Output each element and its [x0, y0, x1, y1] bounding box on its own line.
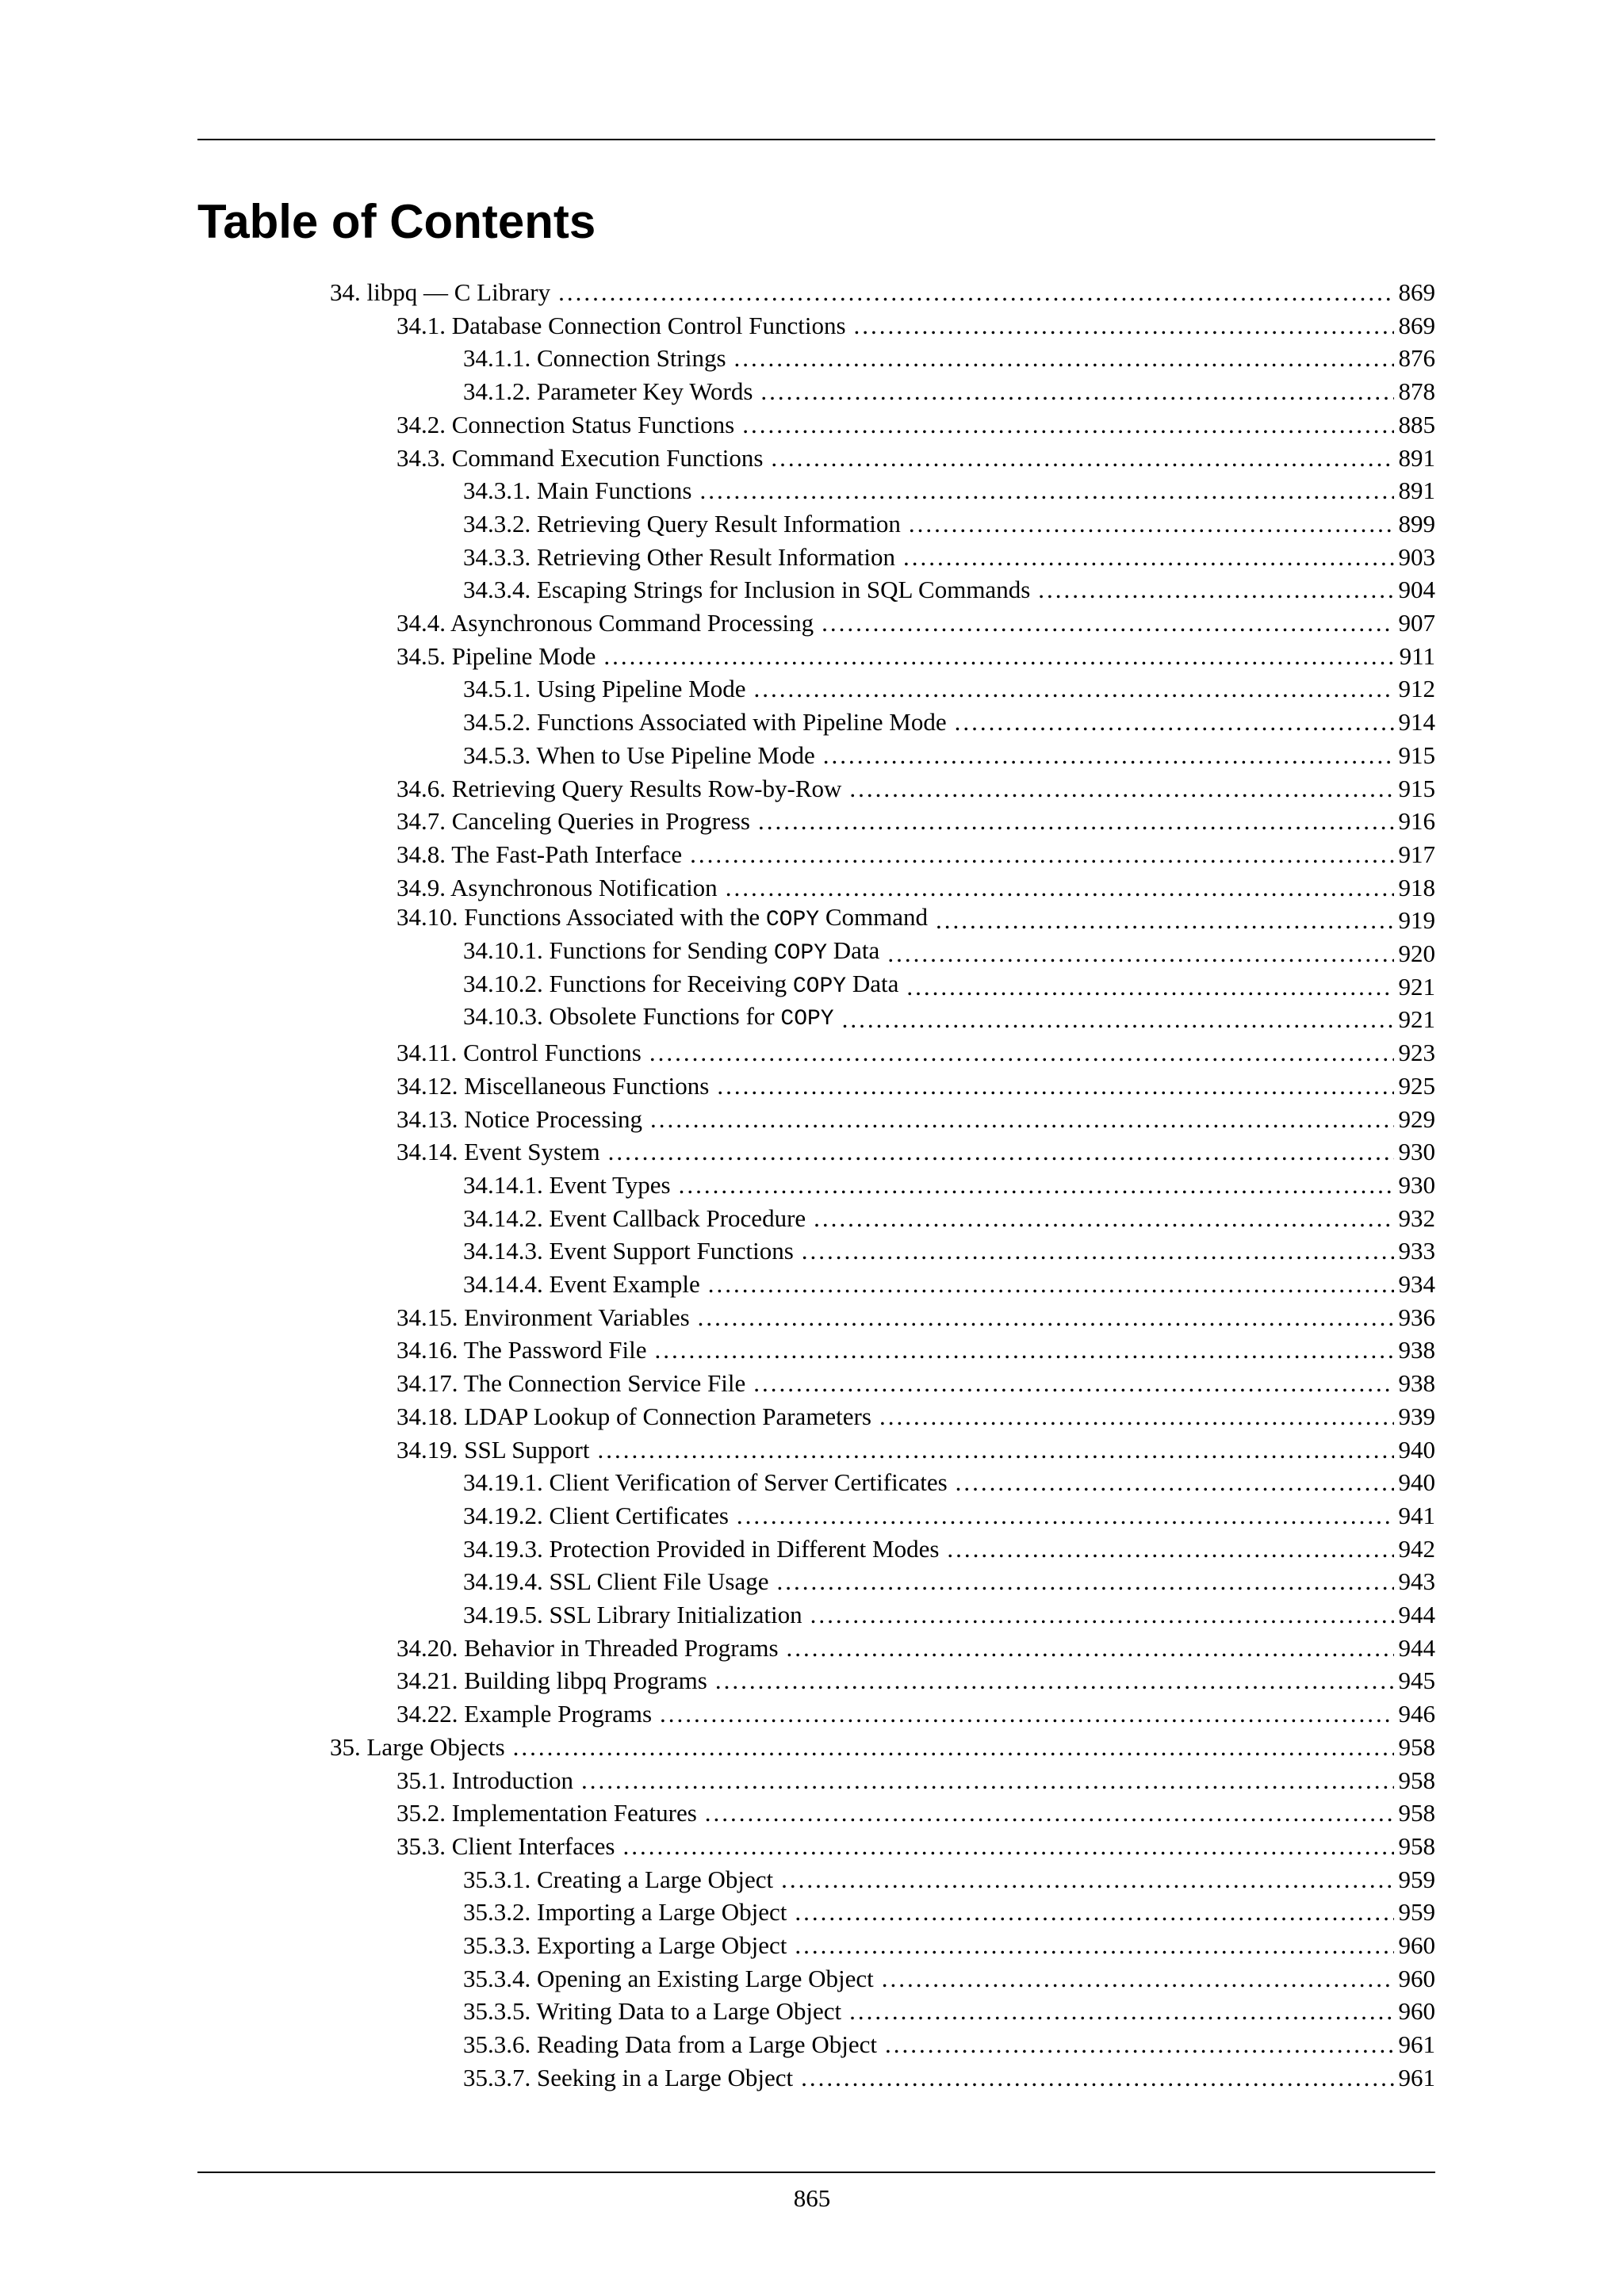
toc-entry-text: 34.14.3. Event Support Functions — [463, 1237, 794, 1265]
toc-entry-title — [396, 1697, 652, 1731]
toc-entry[interactable] — [463, 342, 1435, 375]
toc-entry-page: 912 — [1398, 675, 1435, 703]
toc-entry-title — [463, 967, 898, 1004]
toc-entry-page: 869 — [1398, 278, 1435, 306]
toc-entry-page: 933 — [1398, 1237, 1435, 1265]
toc-entry-page: 923 — [1398, 1039, 1435, 1067]
toc-leader-dots — [709, 1070, 1394, 1103]
toc-leader-dots — [734, 408, 1394, 442]
toc-entry-page: 918 — [1398, 873, 1435, 901]
toc-entry-text: 34.19.3. Protection Provided in Different Modes — [463, 1534, 940, 1563]
toc-entry-text: 34.1.2. Parameter Key Words — [463, 377, 753, 406]
toc-entry[interactable] — [396, 838, 1435, 871]
toc-entry-title — [463, 1896, 787, 1929]
toc-entry[interactable] — [396, 309, 1435, 342]
toc-leader-dots — [787, 1896, 1394, 1929]
toc-entry[interactable] — [463, 937, 1435, 970]
toc-entry[interactable] — [463, 739, 1435, 772]
toc-leader-dots — [691, 474, 1394, 507]
toc-entry-code: COPY — [792, 974, 847, 999]
toc-entry-text: 34.11. Control Functions — [396, 1039, 642, 1067]
toc-entry-text: 34.1.1. Connection Strings — [463, 344, 726, 373]
toc-entry-page: 959 — [1398, 1865, 1435, 1893]
toc-entry-title — [396, 1764, 573, 1797]
toc-entry-title — [396, 1103, 642, 1136]
toc-entry-title — [463, 1234, 794, 1268]
toc-entry[interactable] — [330, 276, 1435, 309]
toc-entry-page: 936 — [1398, 1303, 1435, 1331]
toc-entry-page: 885 — [1398, 410, 1435, 438]
toc-entry-text: 34.10.2. Functions for Receiving — [463, 969, 793, 997]
toc-leader-dots — [690, 1301, 1394, 1334]
toc-entry-text: 34.14.1. Event Types — [463, 1170, 671, 1199]
toc-entry-page: 941 — [1398, 1501, 1435, 1529]
toc-entry-text: 34.10. Functions Associated with the — [396, 903, 766, 932]
toc-entry-page: 934 — [1398, 1270, 1435, 1298]
toc-entry-title — [463, 1499, 729, 1533]
toc-entry-page: 960 — [1398, 1964, 1435, 1992]
toc-entry-page: 920 — [1398, 939, 1435, 967]
toc-entry-page: 929 — [1398, 1104, 1435, 1133]
toc-entry[interactable] — [396, 1632, 1435, 1665]
toc-entry-page: 869 — [1398, 311, 1435, 339]
toc-entry-text: 34.5. Pipeline Mode — [396, 641, 596, 670]
toc-entry-title — [396, 901, 928, 937]
toc-entry-text: 34.19.1. Client Verification of Server Certificates — [463, 1468, 948, 1497]
toc-entry[interactable] — [463, 1896, 1435, 1929]
toc-entry-page: 876 — [1398, 344, 1435, 373]
toc-entry-text: 34.2. Connection Status Functions — [396, 410, 735, 438]
toc-leader-dots — [505, 1731, 1394, 1764]
toc-entry-text: 34.3.4. Escaping Strings for Inclusion in SQL Commands — [463, 576, 1031, 604]
toc-entry[interactable] — [463, 1466, 1435, 1499]
toc-entry-title — [396, 805, 750, 838]
toc-leader-dots — [642, 1103, 1394, 1136]
toc-entry-title — [463, 1533, 939, 1566]
toc-entry[interactable] — [396, 1367, 1435, 1400]
toc-leader-dots — [871, 1400, 1394, 1433]
toc-entry-code: COPY — [765, 908, 820, 933]
toc-entry[interactable] — [463, 970, 1435, 1004]
toc-entry[interactable] — [463, 541, 1435, 574]
toc-leader-dots — [841, 1995, 1394, 2028]
toc-entry-text: 35.3.4. Opening an Existing Large Object — [463, 1964, 874, 1992]
toc-entry-code: COPY — [780, 1007, 834, 1032]
toc-entry-page: 916 — [1398, 807, 1435, 836]
toc-entry[interactable] — [463, 1598, 1435, 1632]
toc-entry-title — [463, 474, 691, 507]
toc-entry-title — [396, 1433, 589, 1467]
toc-entry[interactable] — [396, 1334, 1435, 1367]
toc-entry-text: 34.5.3. When to Use Pipeline Mode — [463, 740, 815, 769]
toc-leader-dots — [874, 1962, 1394, 1996]
toc-leader-dots — [947, 706, 1394, 739]
toc-entry-text: 34.4. Asynchronous Command Processing — [396, 609, 814, 637]
toc-entry-text: 34.14.4. Event Example — [463, 1270, 700, 1298]
toc-entry-title — [463, 1268, 700, 1301]
toc-entry-title — [463, 1929, 787, 1962]
toc-entry-text: 34.10.1. Functions for Sending — [463, 936, 774, 964]
toc-entry-text: 34.5.1. Using Pipeline Mode — [463, 675, 746, 703]
toc-entry-title — [396, 1334, 646, 1367]
toc-leader-dots — [745, 1367, 1394, 1400]
toc-entry-page: 891 — [1398, 443, 1435, 472]
toc-entry-page: 939 — [1398, 1402, 1435, 1430]
toc-entry-text: 34.19.5. SSL Library Initialization — [463, 1601, 802, 1628]
toc-leader-dots — [846, 309, 1394, 342]
toc-entry-page: 917 — [1398, 840, 1435, 868]
toc-entry[interactable] — [463, 573, 1435, 607]
toc-entry-text: 34.9. Asynchronous Notification — [396, 873, 718, 901]
toc-entry[interactable] — [463, 1533, 1435, 1566]
toc-entry-page: 921 — [1398, 1005, 1435, 1034]
toc-entry-title — [396, 607, 814, 640]
toc-entry[interactable] — [396, 1070, 1435, 1103]
toc-entry-text: Data — [827, 936, 880, 964]
toc-entry[interactable] — [463, 474, 1435, 507]
toc-entry-title — [396, 1135, 600, 1169]
toc-entry[interactable] — [396, 1664, 1435, 1697]
toc-entry-title — [463, 706, 947, 739]
toc-entry-title — [463, 1169, 671, 1202]
toc-entry-title — [463, 507, 901, 541]
toc-entry-page: 907 — [1398, 609, 1435, 637]
toc-entry-text: 34.19.4. SSL Client File Usage — [463, 1567, 769, 1596]
toc-entry[interactable] — [396, 1797, 1435, 1830]
toc-entry-title — [330, 276, 550, 309]
toc-leader-dots — [939, 1533, 1394, 1566]
toc-leader-dots — [928, 904, 1394, 937]
toc-entry-page: 946 — [1398, 1700, 1435, 1728]
toc-entry-title — [463, 1565, 769, 1598]
toc-entry-title — [463, 1202, 806, 1235]
toc-entry-page: 903 — [1398, 542, 1435, 571]
toc-entry[interactable] — [463, 1499, 1435, 1533]
toc-entry-page: 944 — [1398, 1601, 1435, 1628]
toc-entry-text: 35. Large Objects — [330, 1732, 505, 1761]
toc-entry-page: 938 — [1398, 1369, 1435, 1398]
toc-entry[interactable] — [463, 1929, 1435, 1962]
toc-entry-text: 34.3.3. Retrieving Other Result Information — [463, 542, 895, 571]
toc-leader-dots — [769, 1565, 1395, 1598]
toc-entry-title — [463, 1962, 874, 1996]
toc-entry-title — [396, 1367, 745, 1400]
toc-entry-title — [396, 1400, 871, 1433]
toc-leader-dots — [697, 1797, 1394, 1830]
toc-leader-dots — [750, 805, 1394, 838]
toc-entry-title — [463, 2028, 877, 2061]
toc-leader-dots — [729, 1499, 1394, 1533]
toc-entry[interactable] — [463, 2028, 1435, 2061]
toc-entry-text: 35.3.5. Writing Data to a Large Object — [463, 1997, 842, 2026]
toc-entry-page: 960 — [1398, 1997, 1435, 2026]
toc-entry-text: 35.3.1. Creating a Large Object — [463, 1865, 774, 1893]
toc-leader-dots — [589, 1433, 1394, 1467]
toc-entry[interactable] — [463, 1863, 1435, 1896]
toc-entry[interactable] — [463, 1962, 1435, 1996]
toc-entry-title — [463, 541, 895, 574]
toc-entry-title — [396, 640, 596, 673]
toc-leader-dots — [642, 1036, 1394, 1070]
toc-entry-text: 34.22. Example Programs — [396, 1700, 653, 1728]
toc-entry-text: 34.20. Behavior in Threaded Programs — [396, 1633, 779, 1662]
toc-entry-text: 34.8. The Fast-Path Interface — [396, 840, 683, 868]
toc-entry-page: 940 — [1398, 1435, 1435, 1464]
toc-entry-page: 958 — [1398, 1831, 1435, 1860]
toc-entry-title — [396, 1070, 709, 1103]
toc-leader-dots — [948, 1466, 1394, 1499]
page-number: 865 — [793, 2184, 831, 2212]
toc-entry-text: 34.6. Retrieving Query Results Row-by-Row — [396, 774, 842, 802]
toc-entry-page: 930 — [1398, 1138, 1435, 1166]
toc-leader-dots — [841, 772, 1394, 806]
toc-leader-dots — [746, 672, 1395, 706]
toc-entry-page: 878 — [1398, 377, 1435, 406]
toc-leader-dots — [550, 276, 1394, 309]
toc-entry-page: 961 — [1398, 2063, 1435, 2091]
toc-entry-text: 34.18. LDAP Lookup of Connection Parameters — [396, 1402, 871, 1430]
page-title: Table of Contents — [197, 195, 596, 248]
toc-leader-dots — [753, 375, 1394, 408]
toc-entry-text: 34.17. The Connection Service File — [396, 1369, 746, 1398]
toc-leader-dots — [773, 1863, 1394, 1896]
toc-leader-dots — [615, 1830, 1394, 1863]
toc-entry[interactable] — [463, 706, 1435, 739]
toc-entry[interactable] — [463, 1202, 1435, 1235]
toc-entry-page: 960 — [1398, 1931, 1435, 1959]
toc-entry-text: 35.3.7. Seeking in a Large Object — [463, 2063, 794, 2091]
toc-entry[interactable] — [396, 1400, 1435, 1433]
toc-entry-text: 34.12. Miscellaneous Functions — [396, 1071, 710, 1100]
toc-leader-dots — [814, 607, 1394, 640]
toc-leader-dots — [1030, 573, 1394, 607]
toc-entry-title — [463, 1995, 841, 2028]
toc-entry-title — [463, 739, 815, 772]
toc-entry-title — [396, 442, 763, 475]
toc-entry[interactable] — [396, 1135, 1435, 1169]
toc-entry-page: 915 — [1398, 740, 1435, 769]
toc-entry-title — [463, 1466, 948, 1499]
toc-entry-title — [463, 1000, 834, 1036]
toc-entry-text: 35.3.3. Exporting a Large Object — [463, 1931, 787, 1959]
toc-entry-text: Data — [846, 969, 899, 997]
toc-entry-page: 943 — [1398, 1567, 1435, 1596]
toc-entry-text: 34.7. Canceling Queries in Progress — [396, 807, 750, 836]
toc-entry-title — [396, 772, 841, 806]
toc-entry-page: 915 — [1398, 774, 1435, 802]
toc-entry[interactable] — [463, 1003, 1435, 1036]
toc-entry[interactable] — [396, 871, 1435, 905]
toc-leader-dots — [898, 970, 1394, 1004]
toc-entry[interactable] — [396, 408, 1435, 442]
toc-leader-dots — [763, 442, 1394, 475]
toc-entry[interactable] — [396, 1830, 1435, 1863]
toc-entry-text: 34.3.1. Main Functions — [463, 476, 692, 505]
toc-entry[interactable] — [396, 1697, 1435, 1731]
toc-entry-title — [330, 1731, 505, 1764]
toc-entry-page: 942 — [1398, 1534, 1435, 1563]
toc-entry-page: 938 — [1398, 1336, 1435, 1364]
toc-leader-dots — [707, 1664, 1394, 1697]
toc-entry[interactable] — [396, 1764, 1435, 1797]
toc-entry-title — [396, 408, 734, 442]
toc-entry-page: 921 — [1398, 972, 1435, 1001]
toc-entry[interactable] — [463, 1234, 1435, 1268]
toc-entry[interactable] — [463, 2061, 1435, 2095]
toc-leader-dots — [895, 541, 1394, 574]
toc-entry[interactable] — [463, 1169, 1435, 1202]
toc-leader-dots — [901, 507, 1394, 541]
toc-entry[interactable] — [463, 1268, 1435, 1301]
toc-entry[interactable] — [396, 1433, 1435, 1467]
toc-entry-page: 940 — [1398, 1468, 1435, 1497]
toc-entry[interactable] — [463, 375, 1435, 408]
toc-entry[interactable] — [396, 805, 1435, 838]
toc-entry-page: 925 — [1398, 1071, 1435, 1100]
toc-entry-title — [463, 2061, 793, 2095]
toc-entry-title — [396, 838, 682, 871]
toc-entry-text: 34.16. The Password File — [396, 1336, 647, 1364]
toc-entry[interactable] — [396, 772, 1435, 806]
toc-entry-title — [396, 1797, 697, 1830]
toc-leader-dots — [834, 1003, 1394, 1036]
toc-entry-title — [396, 309, 846, 342]
toc-entry[interactable] — [396, 640, 1435, 673]
toc-leader-dots — [646, 1334, 1394, 1367]
toc-entry-page: 958 — [1398, 1766, 1435, 1794]
toc-leader-dots — [600, 1135, 1394, 1169]
toc-entry-page: 932 — [1398, 1203, 1435, 1232]
toc-entry-text: 34. libpq — C Library — [330, 278, 551, 306]
toc-leader-dots — [787, 1929, 1394, 1962]
toc-leader-dots — [573, 1764, 1394, 1797]
toc-entry-title — [396, 1830, 615, 1863]
toc-entry-page: 899 — [1398, 509, 1435, 538]
toc-leader-dots — [815, 739, 1394, 772]
toc-entry[interactable] — [463, 1995, 1435, 2028]
toc-leader-dots — [879, 937, 1394, 970]
toc-entry-page: 904 — [1398, 576, 1435, 604]
toc-entry-text: 34.13. Notice Processing — [396, 1104, 642, 1133]
toc-entry[interactable] — [463, 672, 1435, 706]
toc-leader-dots — [671, 1169, 1394, 1202]
toc-entry-text: 34.14.2. Event Callback Procedure — [463, 1203, 806, 1232]
toc-entry-text: 35.3.2. Importing a Large Object — [463, 1898, 787, 1927]
toc-entry-text: 35.2. Implementation Features — [396, 1799, 697, 1827]
toc-leader-dots — [652, 1697, 1394, 1731]
toc-entry-text: 35.1. Introduction — [396, 1766, 573, 1794]
toc-entry-title — [463, 934, 879, 970]
toc-entry-title — [463, 672, 746, 706]
toc-entry-title — [396, 1664, 707, 1697]
toc-entry-page: 914 — [1398, 708, 1435, 737]
toc-entry-title — [463, 342, 726, 375]
toc-entry-page: 911 — [1399, 641, 1435, 670]
toc-entry-page: 930 — [1398, 1170, 1435, 1199]
toc-entry[interactable] — [396, 442, 1435, 475]
toc-entry[interactable] — [463, 1565, 1435, 1598]
toc-entry-code: COPY — [773, 941, 828, 966]
toc-entry-text: 34.1. Database Connection Control Functions — [396, 311, 846, 339]
toc-entry-title — [396, 1301, 690, 1334]
toc-entry-title — [396, 1036, 642, 1070]
toc-entry-text: 35.3. Client Interfaces — [396, 1831, 615, 1860]
toc-entry-page: 958 — [1398, 1732, 1435, 1761]
toc-leader-dots — [793, 2061, 1394, 2095]
toc-leader-dots — [596, 640, 1394, 673]
toc-entry-page: 944 — [1398, 1633, 1435, 1662]
toc-entry[interactable] — [396, 607, 1435, 640]
toc-entry-page: 945 — [1398, 1667, 1435, 1695]
toc-entry-text: 34.3. Command Execution Functions — [396, 443, 764, 472]
toc-entry-text: 34.21. Building libpq Programs — [396, 1667, 707, 1695]
toc-entry-text: 34.19.2. Client Certificates — [463, 1501, 729, 1529]
toc-entry-page: 961 — [1398, 2030, 1435, 2059]
toc-entry-page: 891 — [1398, 476, 1435, 505]
toc-entry-title — [396, 1632, 779, 1665]
toc-entry-text: 34.14. Event System — [396, 1138, 600, 1166]
toc-entry-title — [463, 573, 1030, 607]
toc-entry-title — [396, 871, 718, 905]
toc-entry[interactable] — [330, 1731, 1435, 1764]
toc-entry-text: 34.3.2. Retrieving Query Result Information — [463, 509, 901, 538]
header-rule — [197, 139, 1435, 140]
toc-entry-text: 34.10.3. Obsolete Functions for — [463, 1002, 781, 1031]
toc-leader-dots — [806, 1202, 1394, 1235]
toc-entry[interactable] — [396, 1036, 1435, 1070]
toc-leader-dots — [802, 1598, 1394, 1632]
footer-rule — [197, 2172, 1435, 2173]
toc-entry[interactable] — [463, 507, 1435, 541]
toc-leader-dots — [718, 871, 1394, 905]
toc-leader-dots — [779, 1632, 1394, 1665]
toc-entry-title — [463, 375, 753, 408]
toc-entry-text: 35.3.6. Reading Data from a Large Object — [463, 2030, 877, 2059]
toc-entry[interactable] — [396, 1301, 1435, 1334]
toc-leader-dots — [682, 838, 1394, 871]
toc-entry-title — [463, 1863, 773, 1896]
toc-entry-page: 958 — [1398, 1799, 1435, 1827]
toc-entry-page: 919 — [1398, 906, 1435, 935]
toc-entry-page: 959 — [1398, 1898, 1435, 1927]
toc-entry-text: 34.19. SSL Support — [396, 1435, 590, 1464]
toc-leader-dots — [700, 1268, 1394, 1301]
toc-entry-text: Command — [819, 903, 928, 932]
toc-leader-dots — [726, 342, 1394, 375]
toc-entry-text: 34.15. Environment Variables — [396, 1303, 690, 1331]
toc-entry-text: 34.5.2. Functions Associated with Pipeline Mode — [463, 708, 947, 737]
toc-entry-title — [463, 1598, 802, 1632]
toc-entry[interactable] — [396, 1103, 1435, 1136]
toc-entry[interactable] — [396, 904, 1435, 937]
toc-leader-dots — [794, 1234, 1394, 1268]
toc-leader-dots — [877, 2028, 1394, 2061]
